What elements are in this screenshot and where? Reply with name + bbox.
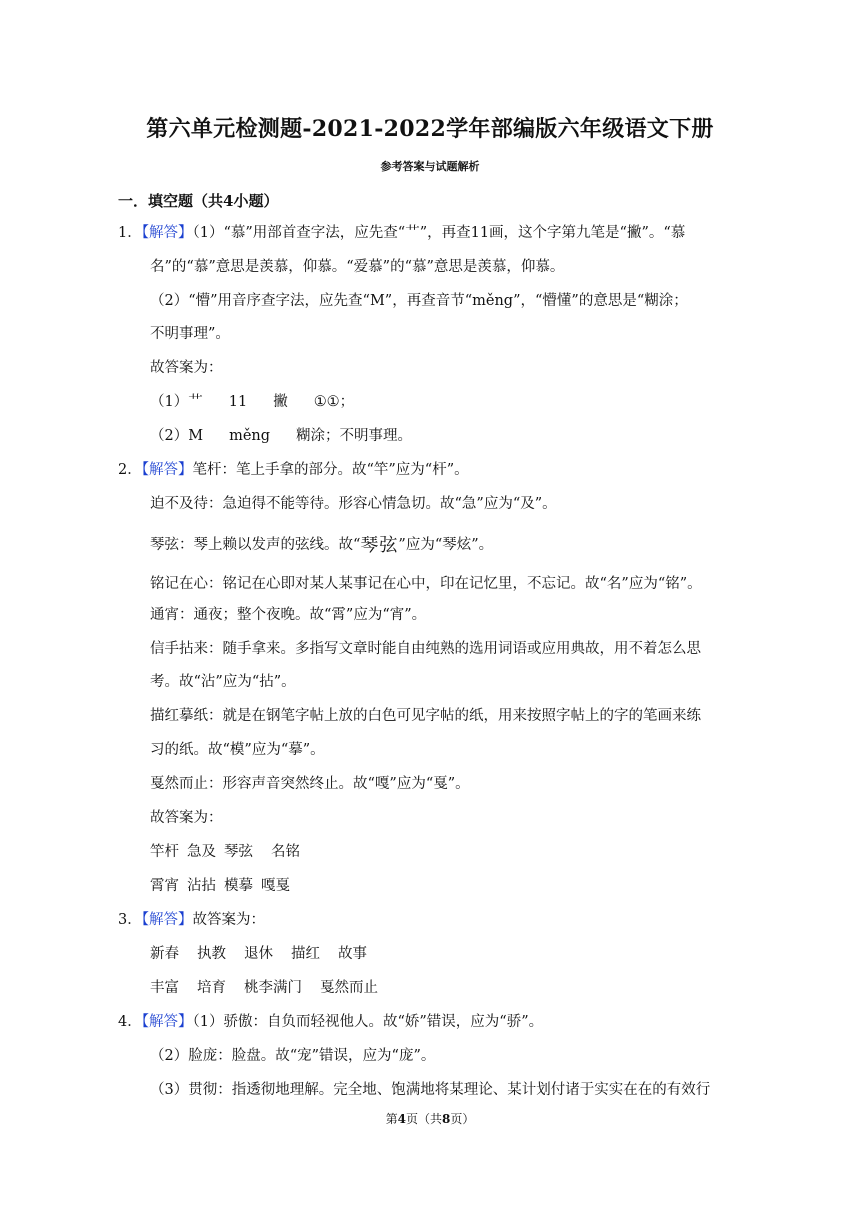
page-footer: 第4页（共8页） bbox=[385, 1112, 475, 1126]
question-number: 1． bbox=[118, 225, 142, 241]
section-heading: 一．填空题（共4小题） bbox=[118, 192, 279, 210]
question-2-line-6: 信手拈来：随手拿来。多指写文章时能自由纯熟的选用词语或应用典故，用不着怎么思 bbox=[150, 641, 701, 657]
question-2-answer-2: 霄宵 沾拈 模摹 嘎戛 bbox=[150, 878, 290, 894]
question-2-line-9: 习的纸。故“模”应为“摹”。 bbox=[150, 742, 325, 758]
question-2-answer-1: 竿杆 急及 琴弦 名铭 bbox=[150, 844, 300, 860]
question-1-line-4: 不明事理”。 bbox=[150, 326, 230, 342]
question-2-line-1: 2．【解答】笔杆：笔上手拿的部分。故“竿”应为“杆”。 bbox=[118, 462, 469, 478]
question-2-line-10: 戛然而止：形容声音突然终止。故“嘎”应为“戛”。 bbox=[150, 776, 470, 792]
question-2-line-7: 考。故“沾”应为“拈”。 bbox=[150, 674, 296, 690]
answer-tag: 【解答】 bbox=[141, 912, 193, 928]
answer-label: 故答案为： bbox=[150, 810, 223, 826]
answer-label: 故答案为： bbox=[150, 360, 223, 376]
answer-tag: 【解答】 bbox=[141, 225, 193, 241]
question-number: 2． bbox=[118, 462, 142, 478]
total-page-number: 8 bbox=[442, 1112, 451, 1126]
question-4-line-2: （2）脸庞：脸盘。故“宠”错误，应为“庞”。 bbox=[150, 1048, 436, 1064]
question-1-answer-1: （1）艹 11 撇 ①①； bbox=[150, 394, 355, 410]
answer-tag: 【解答】 bbox=[141, 462, 193, 478]
question-number: 3． bbox=[118, 912, 142, 928]
current-page-number: 4 bbox=[397, 1112, 406, 1126]
question-1-answer-2: （2）M měng 糊涂；不明事理。 bbox=[150, 428, 413, 444]
question-number: 4． bbox=[118, 1014, 142, 1030]
question-3-answer-2: 丰富 培育 桃李满门 戛然而止 bbox=[150, 980, 378, 996]
page-title: 第六单元检测题-2021-2022学年部编版六年级语文下册 bbox=[146, 116, 714, 142]
question-1-line-2: 名”的“慕”意思是羡慕，仰慕。“爱慕”的“慕”意思是羡慕，仰慕。 bbox=[150, 259, 565, 275]
inline-character-image: 琴弦 bbox=[360, 535, 399, 556]
question-2-line-5: 通宵：通夜；整个夜晚。故“霄”应为“宵”。 bbox=[150, 607, 427, 623]
answer-tag: 【解答】 bbox=[141, 1014, 193, 1030]
question-3-answer-1: 新春 执教 退休 描红 故事 bbox=[150, 946, 367, 962]
question-1-line-1: 1．【解答】（1）“慕”用部首查字法，应先查“艹”，再查11画，这个字第九笔是“撇”。“慕 bbox=[118, 225, 686, 241]
question-4-line-3: （3）贯彻：指透彻地理解。完全地、饱满地将某理论、某计划付诸于实实在在的有效行 bbox=[150, 1082, 711, 1098]
question-1-line-3: （2）“懵”用音序查字法，应先查“M”，再查音节“měng”，“懵懂”的意思是“糊涂； bbox=[150, 293, 688, 309]
question-2-line-4: 铭记在心：铭记在心即对某人某事记在心中，印在记忆里，不忘记。故“名”应为“铭”。 bbox=[150, 576, 702, 592]
question-2-line-8: 描红摹纸：就是在钢笔字帖上放的白色可见字帖的纸，用来按照字帖上的字的笔画来练 bbox=[150, 708, 701, 724]
question-4-line-1: 4．【解答】（1）骄傲：自负而轻视他人。故“娇”错误，应为“骄”。 bbox=[118, 1014, 544, 1030]
question-2-line-3: 琴弦：琴上赖以发声的弦线。故“琴弦”应为“琴炫”。 bbox=[150, 535, 494, 556]
question-3-line-1: 3．【解答】故答案为： bbox=[118, 912, 265, 928]
page-subtitle: 参考答案与试题解析 bbox=[380, 160, 480, 173]
question-2-line-2: 迫不及待：急迫得不能等待。形容心情急切。故“急”应为“及”。 bbox=[150, 496, 557, 512]
